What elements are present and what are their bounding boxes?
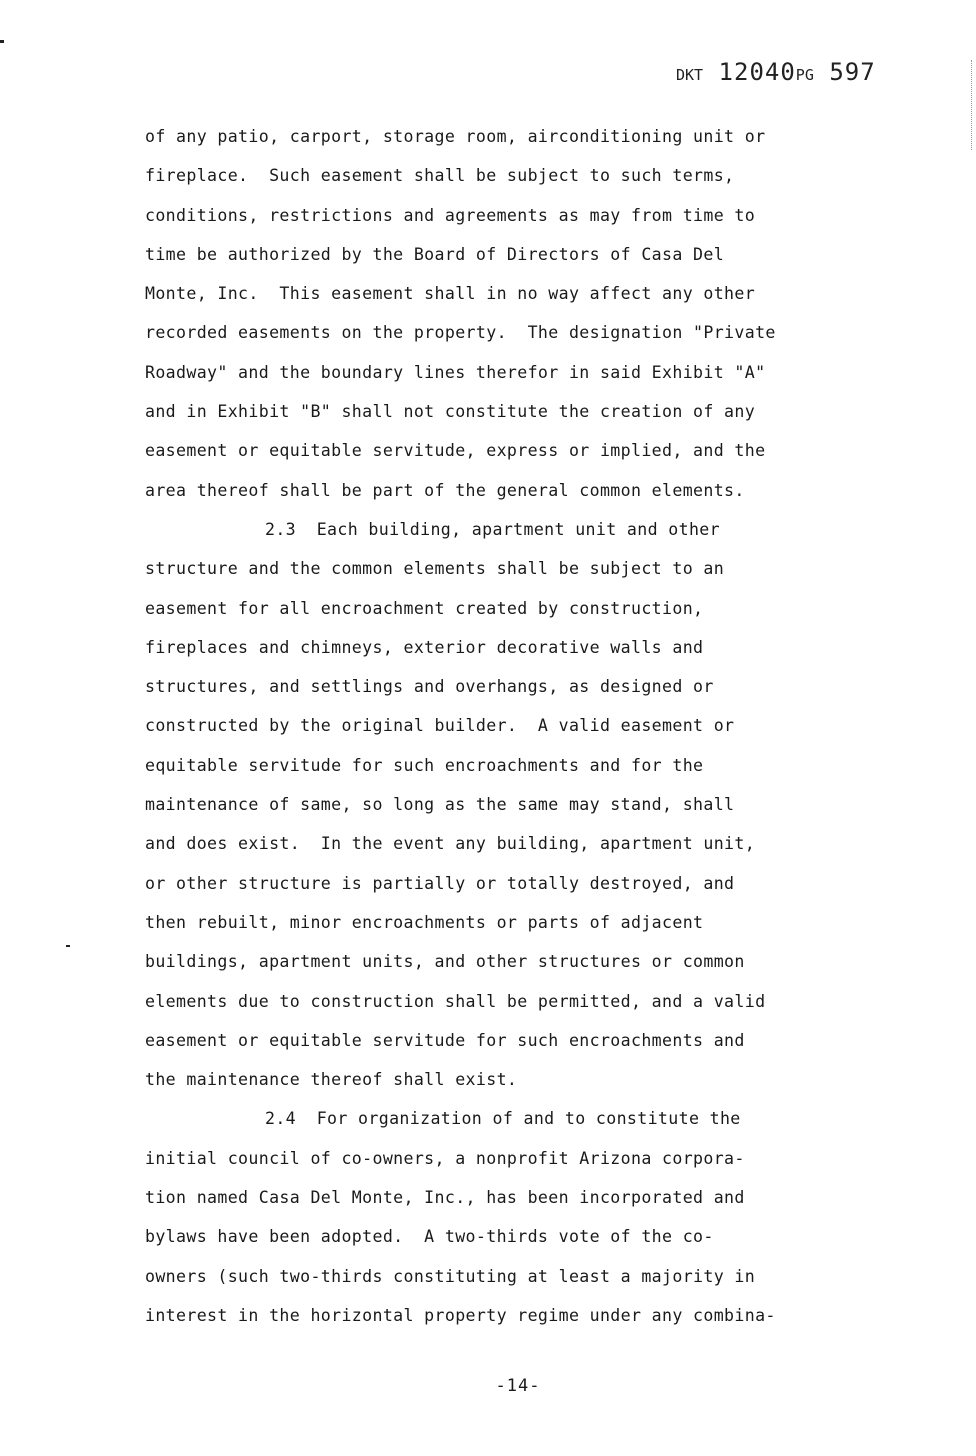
- text-line: easement for all encroachment created by construction,: [145, 598, 704, 618]
- text-line: elements due to construction shall be permitted, and a valid: [145, 991, 766, 1011]
- stamp-page-number: 597: [829, 58, 876, 86]
- text-line: maintenance of same, so long as the same may stand, shall: [145, 795, 735, 815]
- text-line: bylaws have been adopted. A two-thirds vote of the co-: [145, 1227, 714, 1247]
- scan-edge-mark: [971, 60, 973, 150]
- docket-number: 12040: [718, 58, 796, 86]
- text-line: recorded easements on the property. The designation "Private: [145, 323, 776, 343]
- page-prefix: PG: [795, 66, 814, 84]
- paragraph-start-line: 2.3 Each building, apartment unit and other: [265, 519, 720, 539]
- text-line: conditions, restrictions and agreements as may from time to: [145, 205, 756, 225]
- text-line: fireplace. Such easement shall be subject to such terms,: [145, 166, 735, 186]
- text-line: or other structure is partially or totally destroyed, and: [145, 873, 735, 893]
- text-line: tion named Casa Del Monte, Inc., has been incorporated and: [145, 1188, 745, 1208]
- text-line: and in Exhibit "B" shall not constitute the creation of any: [145, 402, 756, 422]
- text-line: Roadway" and the boundary lines therefor in said Exhibit "A": [145, 362, 766, 382]
- docket-stamp: [676, 58, 876, 86]
- text-line: owners (such two-thirds constituting at least a majority in: [145, 1266, 756, 1286]
- text-line: constructed by the original builder. A valid easement or: [145, 716, 735, 736]
- text-line: Monte, Inc. This easement shall in no way affect any other: [145, 284, 756, 304]
- text-line: structures, and settlings and overhangs, as designed or: [145, 677, 714, 697]
- text-line: equitable servitude for such encroachments and for the: [145, 755, 704, 775]
- text-line: fireplaces and chimneys, exterior decorative walls and: [145, 637, 704, 657]
- text-line: structure and the common elements shall be subject to an: [145, 559, 725, 579]
- text-line: and does exist. In the event any building, apartment unit,: [145, 834, 756, 854]
- text-line: easement or equitable servitude, express or implied, and the: [145, 441, 766, 461]
- text-line: interest in the horizontal property regime under any combina-: [145, 1305, 776, 1325]
- body-text: [145, 117, 905, 1335]
- text-line: then rebuilt, minor encroachments or parts of adjacent: [145, 912, 704, 932]
- text-line: the maintenance thereof shall exist.: [145, 1070, 518, 1090]
- text-line: initial council of co-owners, a nonprofit Arizona corpora-: [145, 1148, 745, 1168]
- scan-speck: [66, 945, 70, 947]
- paragraph-start-line: 2.4 For organization of and to constitute the: [265, 1109, 741, 1129]
- page-number: -14-: [495, 1376, 541, 1396]
- text-line: area thereof shall be part of the general common elements.: [145, 480, 745, 500]
- docket-prefix: DKT: [676, 66, 704, 84]
- text-line: of any patio, carport, storage room, airconditioning unit or: [145, 127, 766, 146]
- text-line: easement or equitable servitude for such encroachments and: [145, 1030, 745, 1050]
- scan-speck: [0, 40, 4, 43]
- text-line: buildings, apartment units, and other structures or common: [145, 952, 745, 972]
- text-line: time be authorized by the Board of Directors of Casa Del: [145, 244, 725, 264]
